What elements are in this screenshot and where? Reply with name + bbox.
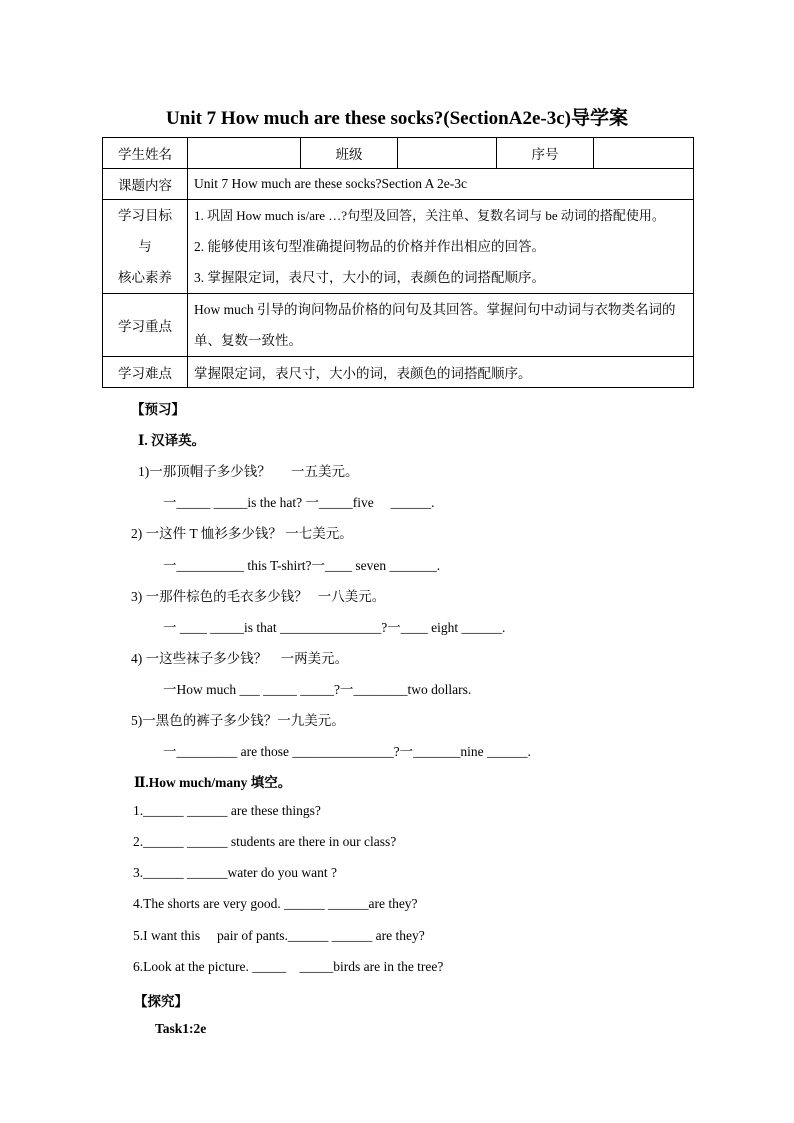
exercise-question: 4) 一这些袜子多少钱？ 一两美元。	[131, 651, 349, 666]
difficulty-value: 掌握限定词，表尺寸，大小的词，表颜色的词搭配顺序。	[188, 357, 694, 388]
objectives-value	[188, 200, 694, 294]
topic-label: 课题内容	[103, 169, 188, 200]
fill-blank-item: 2.______ ______ students are there in our class?	[133, 834, 397, 849]
page-title: Unit 7 How much are these socks?(SectionA2e-3c)导学案	[166, 108, 628, 129]
exercise-question: 3) 一那件棕色的毛衣多少钱？ 一八美元。	[131, 589, 386, 604]
part2-heading: Ⅱ.How much/many 填空。	[134, 775, 292, 790]
fill-blank-item: 1.______ ______ are these things?	[133, 803, 321, 818]
class-field[interactable]	[398, 138, 497, 169]
objectives-label-line: 核心素养	[118, 270, 172, 285]
table-row	[103, 169, 694, 200]
fill-blank-item: 5.I want this pair of pants.______ ______ are they?	[133, 928, 425, 943]
topic-value: Unit 7 How much are these socks?Section A 2e-3c	[188, 169, 694, 200]
objectives-label-line: 学习目标	[118, 208, 172, 223]
exercise-question: 2) 一这件 T 恤衫多少钱？ 一七美元。	[131, 526, 353, 541]
task-heading: Task1:2e	[155, 1021, 207, 1036]
objectives-label-line: 与	[138, 239, 152, 254]
class-label: 班级	[301, 138, 398, 169]
difficulty-label: 学习难点	[103, 357, 188, 388]
exercise-answer-line: 一_____ _____is the hat? 一_____five ______.	[163, 495, 435, 510]
name-field[interactable]	[188, 138, 301, 169]
focus-value: How much 引导的询问物品价格的问句及其回答。掌握问句中动词与衣物类名词的单、复数一致性。	[188, 294, 694, 357]
objective-item: 3. 掌握限定词，表尺寸，大小的词，表颜色的词搭配顺序。	[194, 270, 545, 285]
exercise-answer-line: 一_________ are those _______________?一_______nine ______.	[163, 744, 531, 759]
focus-label: 学习重点	[103, 294, 188, 357]
exercise-question: 1)一那顶帽子多少钱？ 一五美元。	[138, 464, 359, 479]
exercise-answer-line: 一 ____ _____is that _______________?一____ eight ______.	[163, 620, 506, 635]
fill-blank-item: 6.Look at the picture. _____ _____birds are in the tree?	[133, 959, 444, 974]
exercise-answer-line: 一__________ this T-shirt?一____ seven _______.	[163, 558, 441, 573]
number-label: 序号	[497, 138, 594, 169]
part1-heading: Ⅰ. 汉译英。	[138, 433, 206, 448]
table-row	[103, 357, 694, 388]
exercise-answer-line: 一How much ___ _____ _____?一________two dollars.	[163, 682, 472, 697]
name-label: 学生姓名	[103, 138, 188, 169]
explore-heading: 【探究】	[134, 994, 188, 1009]
objectives-label	[103, 200, 188, 294]
info-table	[102, 137, 694, 388]
table-row	[103, 294, 694, 357]
objective-item: 1. 巩固 How much is/are …?句型及回答，关注单、复数名词与 be 动词的搭配使用。	[194, 208, 665, 223]
objective-item: 2. 能够使用该句型准确提问物品的价格并作出相应的回答。	[194, 239, 545, 254]
fill-blank-item: 4.The shorts are very good. ______ ______are they?	[133, 896, 418, 911]
exercise-question: 5)一黑色的裤子多少钱？一九美元。	[131, 713, 345, 728]
fill-blank-item: 3.______ ______water do you want ?	[133, 865, 337, 880]
table-row	[103, 200, 694, 294]
preview-heading: 【预习】	[131, 402, 185, 417]
number-field[interactable]	[594, 138, 694, 169]
table-row	[103, 138, 694, 169]
